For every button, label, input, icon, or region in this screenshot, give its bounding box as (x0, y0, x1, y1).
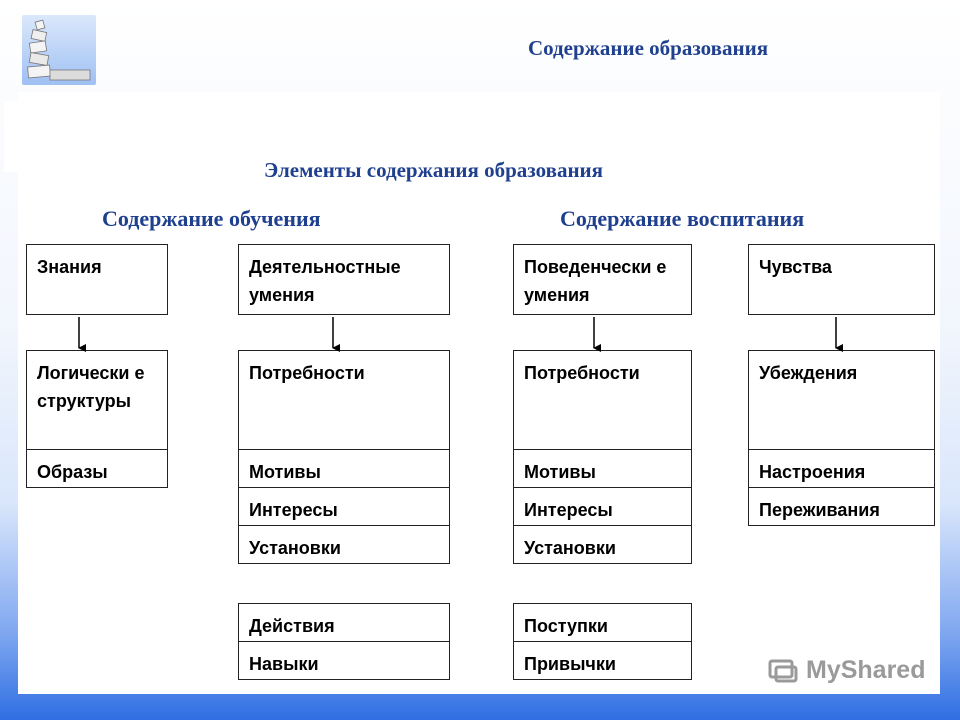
box-habits: Привычки (513, 641, 692, 680)
box-habits-skills: Навыки (238, 641, 450, 680)
box-attitudes-1: Установки (238, 525, 450, 564)
box-knowledge: Знания (26, 244, 168, 315)
box-behavioral-skills: Поведенчески е умения (513, 244, 692, 315)
box-needs-1: Потребности (238, 350, 450, 450)
slide-title: Содержание образования (528, 36, 769, 60)
box-attitudes-2: Установки (513, 525, 692, 564)
panel-edge (4, 102, 22, 172)
watermark-text: MyShared (806, 656, 926, 684)
box-actions: Действия (238, 603, 450, 642)
box-beliefs: Убеждения (748, 350, 935, 450)
myshared-watermark (768, 656, 925, 685)
box-needs-2: Потребности (513, 350, 692, 450)
group-heading-upbringing: Содержание воспитания (560, 206, 805, 231)
slide-logo (22, 15, 96, 85)
diagram-title: Элементы содержания образования (264, 158, 604, 182)
box-interests-2: Интересы (513, 487, 692, 526)
box-deeds: Поступки (513, 603, 692, 642)
box-motives-2: Мотивы (513, 449, 692, 488)
box-images: Образы (26, 449, 168, 488)
box-logical-structures: Логически е структуры (26, 350, 168, 450)
box-moods: Настроения (748, 449, 935, 488)
box-feelings: Чувства (748, 244, 935, 315)
box-activity-skills: Деятельностные умения (238, 244, 450, 315)
watermark-logo-icon (768, 657, 800, 685)
box-motives-1: Мотивы (238, 449, 450, 488)
group-heading-learning: Содержание обучения (102, 206, 321, 231)
box-experiences: Переживания (748, 487, 935, 526)
box-interests-1: Интересы (238, 487, 450, 526)
